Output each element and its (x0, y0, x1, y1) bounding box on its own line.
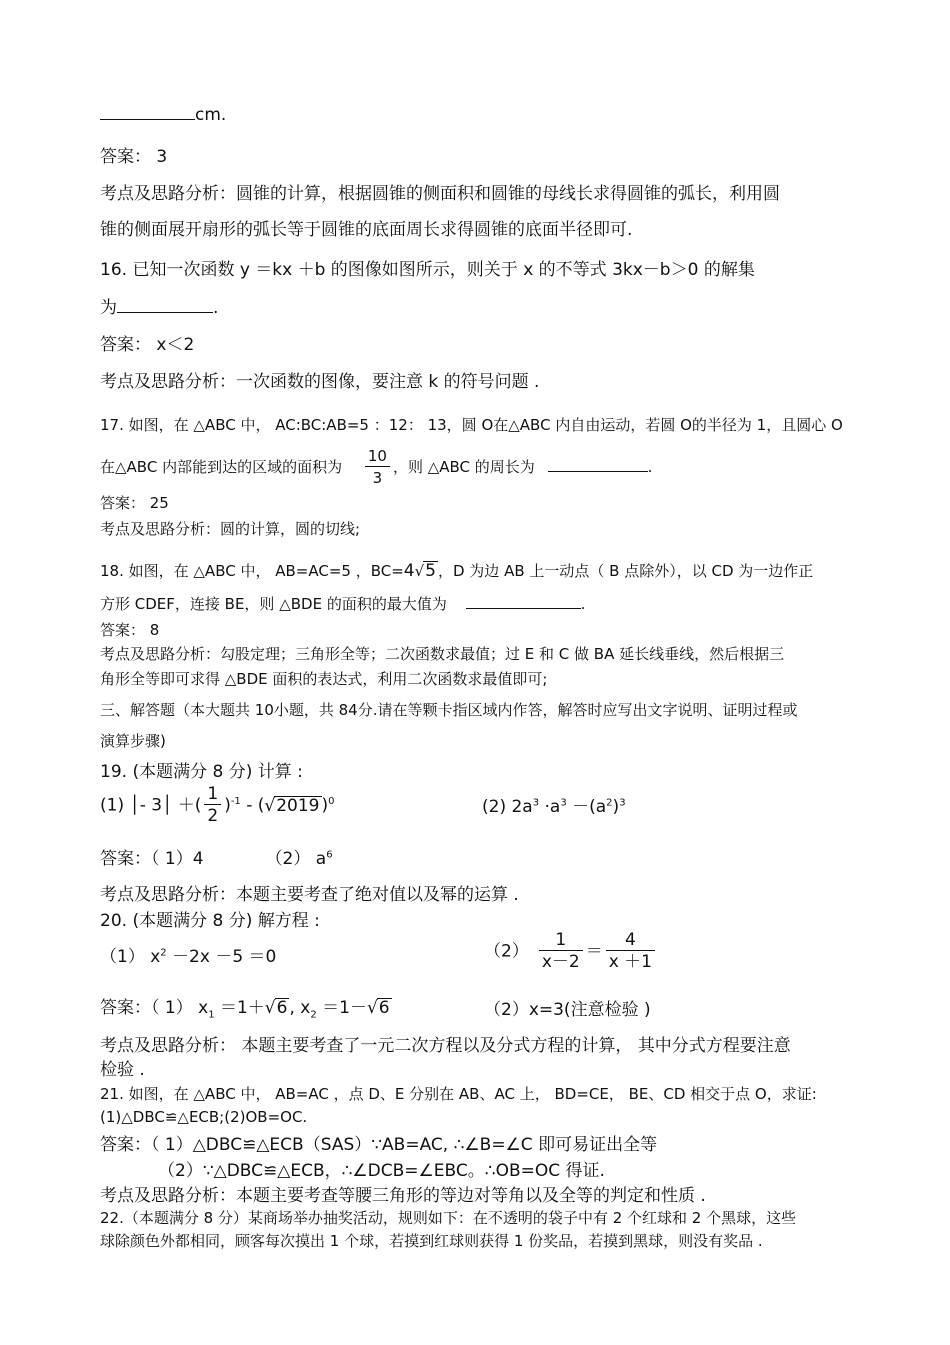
section-heading-2: 演算步骤) (100, 732, 166, 750)
q18-stem-text-b: ，D 为边 AB 上一动点（ B 点除外），以 CD 为一边作正 (437, 562, 814, 580)
q20-analysis-1: 考点及思路分析： 本题主要考查了一元二次方程以及分式方程的计算， 其中分式方程要注意 (100, 1036, 791, 1056)
q21-answer-2: （2）∵△DBC≌△ECB，∴∠DCB=∠EBC。∴OB=OC 得证. (158, 1161, 605, 1181)
q19-p2-text: (2) 2a (482, 797, 533, 817)
q19-answer (100, 844, 333, 869)
exponent: 0 (328, 795, 335, 807)
fraction-denominator: 3 (372, 469, 383, 487)
q19-p1-text: (1) │- 3│ ＋( (100, 795, 202, 816)
q16-suffix: . (213, 298, 219, 318)
q21-stem-2: (1)△DBC≌△ECB;(2)OB=OC. (100, 1108, 308, 1126)
q19-part2 (482, 792, 626, 817)
q15-answer-line (100, 105, 226, 125)
radicand: 6 (378, 998, 390, 1018)
q17-period: . (647, 458, 653, 476)
fraction-1-over-x-minus-2 (539, 930, 583, 973)
q18-radicand: 5 (425, 561, 436, 581)
fraction-numerator: 1 (204, 784, 221, 805)
q17-answer: 答案： 25 (100, 494, 169, 512)
q22-stem-2: 球除颜色外都相同，顾客每次摸出 1 个球，若摸到红球则获得 1 份奖品，若摸到黑球，则没有奖品 . (100, 1232, 763, 1250)
q15-unit: cm. (195, 105, 227, 125)
radicand: 6 (276, 998, 288, 1018)
q17-stem: 17. 如图，在 △ABC 中， AC:BC:AB=5 ：12： 13，圆 O在△ABC 内自由运动，若圆 O的半径为 1，且圆心 O (100, 416, 843, 434)
section-heading: 三、解答题（本大题共 10小题，共 84分.请在等颗卡指区域内作答，解答时应写出文字说明、证明过程或 (100, 701, 798, 719)
q16-stem-2 (100, 293, 218, 318)
q19-radicand: 2019 (276, 795, 320, 816)
q20-p2-label: （2） (484, 941, 529, 962)
q19-p2-text-d: ) (612, 797, 620, 817)
q19-title: 19. (本题满分 8 分) 计算 : (100, 762, 303, 782)
q18-coefficient: 4 (403, 561, 415, 581)
q20-title: 20. (本题满分 8 分) 解方程 : (100, 911, 320, 931)
q16-answer: 答案： x＜2 (100, 335, 195, 355)
fraction-numerator: 4 (606, 930, 655, 951)
exponent: 6 (326, 849, 333, 861)
q15-analysis-1: 考点及思路分析：圆锥的计算，根据圆锥的侧面积和圆锥的母线长求得圆锥的弧长，利用圆 (100, 184, 780, 204)
q19-p1-close: ) (321, 795, 329, 816)
q19-answer-1: 答案：（ 1）4 (100, 849, 204, 869)
q18-answer: 答案： 8 (100, 621, 160, 639)
q19-analysis: 考点及思路分析：本题主要考查了绝对值以及幂的运算 . (100, 885, 519, 905)
q18-stem-text-2: 方形 CDEF，连接 BE，则 △BDE 的面积的最大值为 (100, 595, 447, 613)
radical-sign: √ (264, 795, 276, 816)
q20-answer-text-d: ＝1－ (316, 998, 367, 1018)
q16-prefix: 为 (100, 298, 117, 318)
fraction-numerator: 1 (539, 930, 583, 951)
q21-stem: 21. 如图，在 △ABC 中， AB=AC ，点 D、E 分别在 AB、AC 上， BD=CE， BE、CD 相交于点 O，求证: (100, 1085, 817, 1103)
q18-analysis-1: 考点及思路分析：勾股定理；三角形全等；二次函数求最值；过 E 和 C 做 BA 延长线垂线，然后根据三 (100, 645, 785, 663)
subscript: 1 (208, 1009, 215, 1021)
fraction-denominator: x ＋1 (608, 952, 652, 972)
q18-period: . (580, 595, 586, 613)
q18-stem (100, 560, 813, 581)
q21-analysis: 考点及思路分析：本题主要考查等腰三角形的等边对等角以及全等的判定和性质 . (100, 1186, 706, 1206)
q20-p1-text-b: －2x －5 ＝0 (166, 947, 277, 967)
q18-stem-text: 18. 如图，在 △ABC 中， AB=AC=5 ，BC= (100, 562, 404, 580)
q19-p2-text-b: ·a (539, 797, 561, 817)
exponent: 3 (532, 797, 540, 809)
exponent: 2 (606, 797, 613, 809)
fraction-4-over-x-plus-1 (606, 930, 655, 973)
q18-stem-2 (100, 593, 585, 614)
fraction-denominator: x－2 (541, 952, 580, 972)
q22-stem: 22.（本题满分 8 分）某商场举办抽奖活动，规则如下：在不透明的袋子中有 2 个红球和 2 个黑球，这些 (100, 1209, 797, 1227)
q20-answer-text-b: ＝1＋ (214, 998, 265, 1018)
exponent: 3 (619, 797, 626, 809)
q19-p1-paren: ) (224, 795, 231, 816)
q16-stem: 16. 已知一次函数 y ＝kx ＋b 的图像如图所示，则关于 x 的不等式 3kx－b＞0 的解集 (100, 260, 755, 280)
q21-answer-1: 答案：（ 1）△DBC≌△ECB（SAS）∵AB=AC, ∴∠B=∠C 即可易证出全等 (100, 1135, 658, 1155)
answer-blank (117, 311, 213, 313)
radical-sign: √ (366, 998, 378, 1018)
q20-answer-2: （2）x=3(注意检验 ) (484, 1000, 651, 1020)
q15-analysis-2: 锥的侧面展开扇形的弧长等于圆锥的底面周长求得圆锥的底面半径即可. (100, 220, 633, 240)
answer-blank (100, 118, 195, 120)
q20-answer-text: 答案：（ 1） x (100, 998, 209, 1018)
q15-answer: 答案： 3 (100, 147, 168, 167)
q20-answer-text-c: , x (289, 998, 311, 1018)
q18-analysis-2: 角形全等即可求得 △BDE 面积的表达式，利用二次函数求最值即可; (100, 670, 548, 688)
subscript: 2 (310, 1009, 317, 1021)
fraction-denominator: 2 (207, 806, 219, 826)
q20-analysis-2: 检验 . (100, 1060, 145, 1080)
answer-blank (548, 470, 648, 472)
fraction-10-3 (365, 446, 390, 489)
q19-p1-minus: - ( (240, 795, 265, 816)
q19-answer-2: （2） a (265, 849, 327, 869)
q20-part1 (100, 942, 276, 967)
q17-stem-2 (100, 446, 652, 489)
q16-analysis: 考点及思路分析：一次函数的图像，要注意 k 的符号问题 . (100, 372, 540, 392)
exponent: -1 (230, 795, 241, 807)
q17-analysis: 考点及思路分析：圆的计算，圆的切线; (100, 520, 361, 538)
fraction-numerator: 10 (365, 446, 390, 467)
q20-p1-text: （1） x (100, 947, 161, 967)
q19-p2-text-c: －(a (566, 797, 607, 817)
q20-answer (100, 993, 392, 1020)
q17-stem-text-b: ，则 △ABC 的周长为 (392, 458, 535, 476)
q19-part1 (100, 784, 335, 827)
q20-part2 (484, 930, 658, 973)
radical-sign: √ (264, 998, 276, 1018)
equals-sign: ＝ (585, 941, 603, 962)
q17-stem-text: 在△ABC 内部能到达的区域的面积为 (100, 458, 343, 476)
answer-blank (466, 607, 581, 609)
fraction-1-2 (204, 784, 221, 827)
radical-sign: √ (414, 562, 425, 580)
exponent: 2 (160, 947, 167, 959)
exponent: 3 (560, 797, 567, 809)
